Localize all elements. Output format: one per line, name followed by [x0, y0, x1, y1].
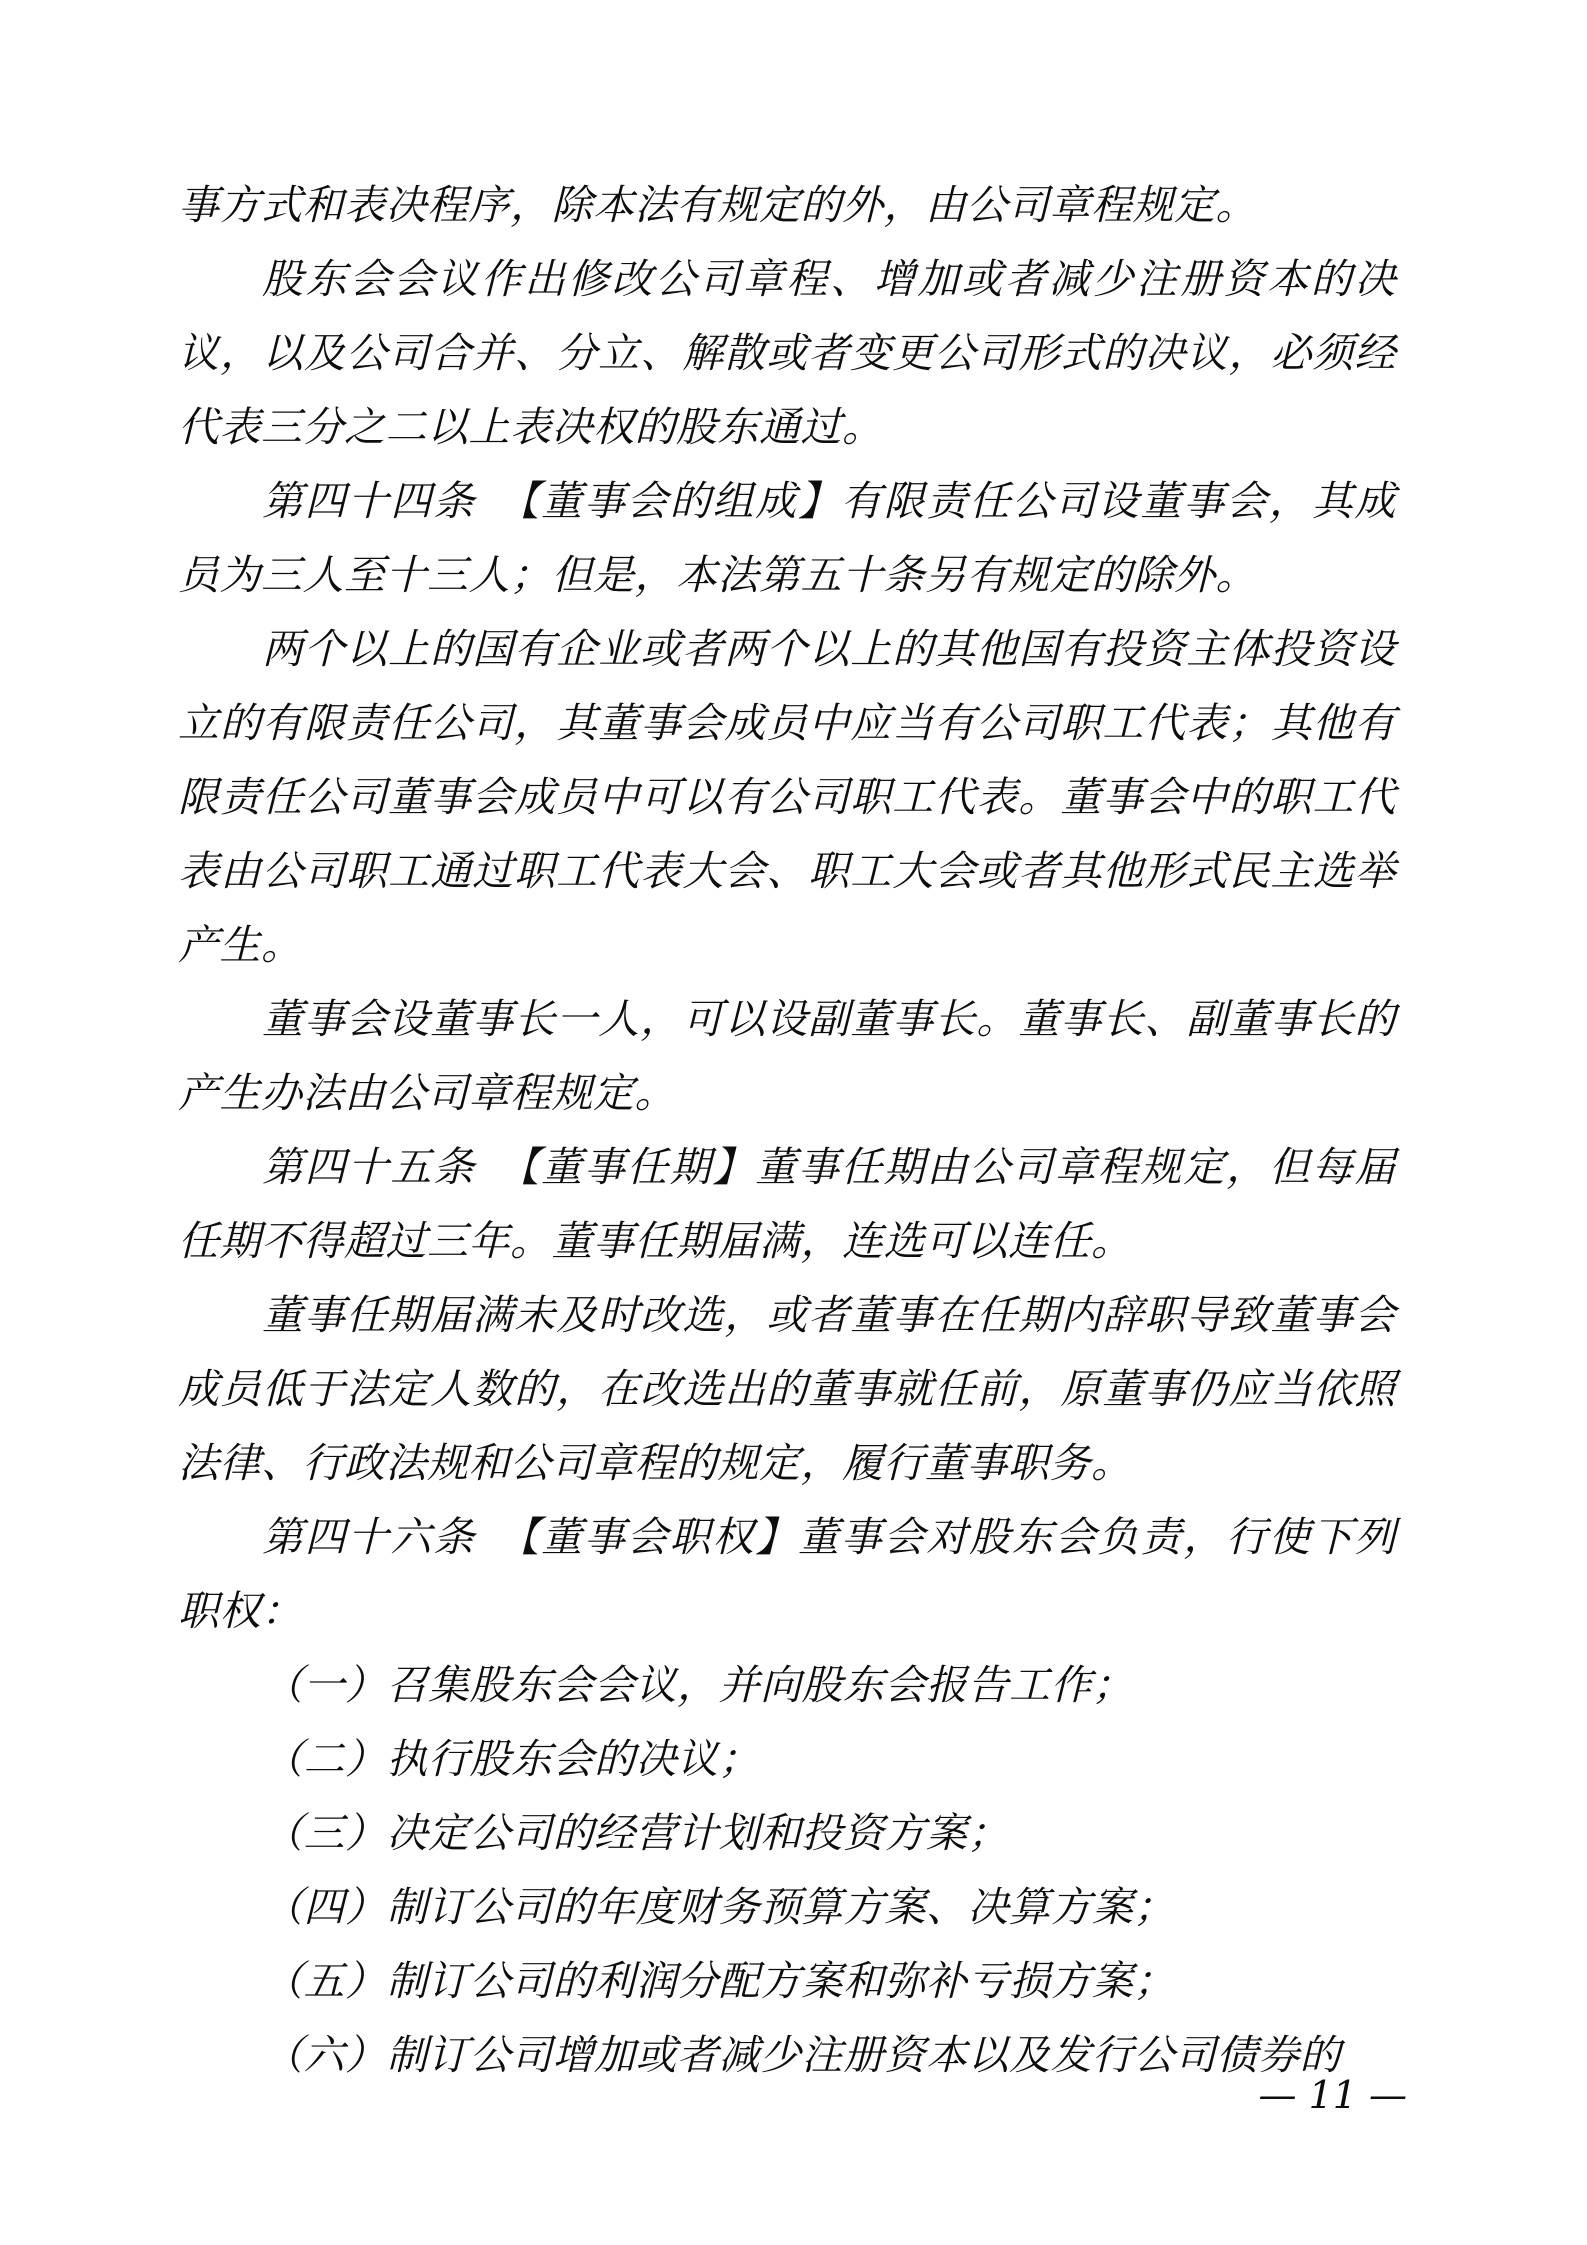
paragraph-article-45: 第四十五条 【董事任期】董事任期由公司章程规定，但每届任期不得超过三年。董事任期届满，连选可以连任。 — [178, 1143, 1396, 1265]
paragraph-article-46: 第四十六条 【董事会职权】董事会对股东会负责，行使下列职权： — [178, 1513, 1396, 1635]
paragraph: 两个以上的国有企业或者两个以上的其他国有投资主体投资设立的有限责任公司，其董事会成员中应当有公司职工代表；其他有限责任公司董事会成员中可以有公司职工代表。董事会中的职工代表由公司职工通过职工代表大会、职工大会或者其他形式民主选举产生。 — [178, 625, 1396, 969]
list-item: （一）召集股东会会议，并向股东会报告工作； — [262, 1661, 1134, 1709]
paragraph: 董事会设董事长一人，可以设副董事长。董事长、副董事长的产生办法由公司章程规定。 — [178, 995, 1396, 1117]
paragraph: 股东会会议作出修改公司章程、增加或者减少注册资本的决议，以及公司合并、分立、解散或者变更公司形式的决议，必须经代表三分之二以上表决权的股东通过。 — [178, 255, 1396, 451]
list-item: （四）制订公司的年度财务预算方案、决算方案； — [262, 1883, 1175, 1931]
list-item: （六）制订公司增加或者减少注册资本以及发行公司债券的 — [262, 2031, 1341, 2079]
page-body — [178, 168, 1396, 2092]
list-item: （二）执行股东会的决议； — [262, 1735, 760, 1783]
page-number: — 11 — — [1258, 2073, 1407, 2117]
paragraph-article-44: 第四十四条 【董事会的组成】有限责任公司设董事会，其成员为三人至十三人；但是，本法第五十条另有规定的除外。 — [178, 477, 1396, 599]
paragraph: 事方式和表决程序，除本法有规定的外，由公司章程规定。 — [178, 181, 1257, 229]
list-item: （五）制订公司的利润分配方案和弥补亏损方案； — [262, 1957, 1175, 2005]
paragraph: 董事任期届满未及时改选，或者董事在任期内辞职导致董事会成员低于法定人数的，在改选出的董事就任前，原董事仍应当依照法律、行政法规和公司章程的规定，履行董事职务。 — [178, 1291, 1396, 1487]
list-item: （三）决定公司的经营计划和投资方案； — [262, 1809, 1009, 1857]
